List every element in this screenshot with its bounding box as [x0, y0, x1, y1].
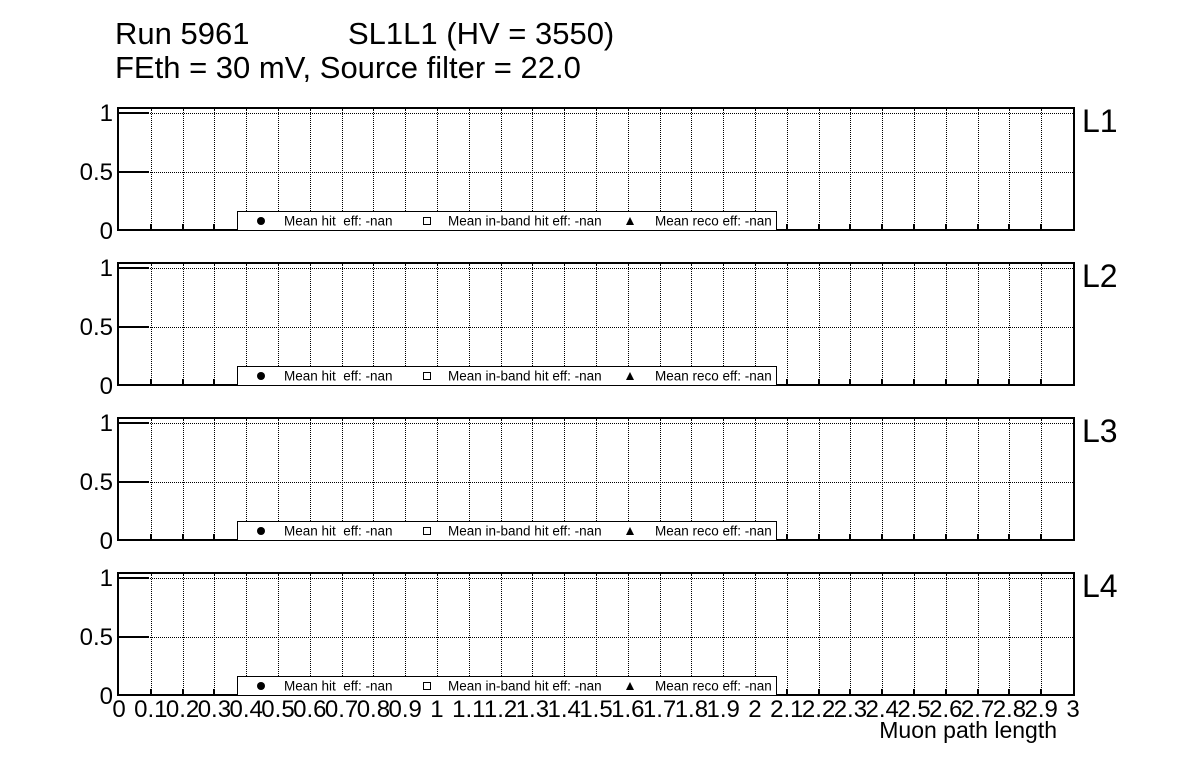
x-tick: [150, 224, 152, 229]
x-gridline: [946, 109, 947, 229]
x-tick-label: 0.2: [165, 696, 200, 723]
x-tick: [1008, 379, 1010, 384]
legend-entry-label: Mean in-band hit eff: -nan: [448, 523, 602, 539]
x-gridline: [850, 264, 851, 384]
x-tick: [818, 689, 820, 694]
x-tick-label: 1.7: [642, 696, 677, 723]
legend-entry-label: Mean hit eff: -nan: [284, 523, 393, 539]
y-gridline: [119, 423, 1073, 424]
y-gridline: [119, 482, 1073, 483]
y-tick-label: 1: [99, 564, 113, 592]
legend-entry-label: Mean in-band hit eff: -nan: [448, 678, 602, 694]
panel-l2: [79, 254, 1118, 400]
x-tick: [1040, 379, 1042, 384]
panel-l3: [79, 409, 1118, 555]
x-gridline: [1009, 264, 1010, 384]
x-tick-label: 0.3: [197, 696, 232, 723]
x-gridline: [914, 264, 915, 384]
filled-triangle-marker-icon: [626, 217, 634, 225]
x-gridline: [1009, 109, 1010, 229]
y-tick-label: 0: [99, 528, 113, 555]
y-tick-label: 1: [99, 99, 113, 127]
open-square-marker-icon: [423, 527, 431, 535]
x-tick-label: 0.6: [293, 696, 327, 723]
x-gridline: [1009, 419, 1010, 539]
x-gridline: [914, 109, 915, 229]
x-tick: [881, 689, 883, 694]
y-tick-label: 0: [99, 373, 113, 400]
x-tick: [150, 689, 152, 694]
filled-circle-marker-icon: [257, 217, 265, 225]
x-tick: [1008, 534, 1010, 539]
x-gridline: [787, 264, 788, 384]
x-gridline: [819, 574, 820, 694]
x-tick-label: 2.6: [929, 696, 963, 723]
legend-entry-label: Mean hit eff: -nan: [284, 678, 393, 694]
x-tick-label: 0.8: [356, 696, 391, 723]
x-tick: [818, 224, 820, 229]
x-gridline: [183, 109, 184, 229]
panel-label-l4: L4: [1082, 568, 1118, 604]
x-gridline: [1041, 109, 1042, 229]
x-tick: [1040, 534, 1042, 539]
y-gridline: [119, 113, 1073, 114]
legend-entry-label: Mean reco eff: -nan: [655, 213, 772, 229]
x-tick: [213, 689, 215, 694]
x-gridline: [1041, 264, 1042, 384]
x-gridline: [978, 419, 979, 539]
x-tick: [786, 224, 788, 229]
x-gridline: [1009, 574, 1010, 694]
x-gridline: [183, 264, 184, 384]
x-gridline: [882, 574, 883, 694]
x-gridline: [1041, 419, 1042, 539]
x-tick: [818, 534, 820, 539]
x-tick: [150, 534, 152, 539]
open-square-marker-icon: [423, 217, 431, 225]
x-tick-label: 1.1: [452, 696, 486, 723]
x-tick: [182, 689, 184, 694]
x-tick-label: 1.3: [515, 696, 550, 723]
open-square-marker-icon: [423, 372, 431, 380]
x-tick-label: 0.7: [324, 696, 359, 723]
filled-triangle-marker-icon: [626, 372, 634, 380]
legend: [237, 366, 777, 386]
settings-title: FEth = 30 mV, Source filter = 22.0: [115, 50, 581, 85]
x-gridline: [850, 109, 851, 229]
x-gridline: [151, 109, 152, 229]
x-gridline: [151, 574, 152, 694]
x-gridline: [850, 419, 851, 539]
x-tick-label: 2.9: [1024, 696, 1058, 723]
detector-title: SL1L1 (HV = 3550): [348, 16, 615, 51]
x-tick: [182, 224, 184, 229]
x-tick-label: 1: [430, 696, 444, 723]
y-tick: [119, 112, 149, 114]
x-tick-label: 1.4: [547, 696, 581, 723]
x-axis-title: Muon path length: [879, 717, 1057, 743]
legend-entry-label: Mean hit eff: -nan: [284, 213, 393, 229]
panel-label-l2: L2: [1082, 258, 1118, 294]
x-tick-label: 2.2: [801, 696, 836, 723]
filled-circle-marker-icon: [257, 372, 265, 380]
x-tick-label: 2: [748, 696, 762, 723]
x-gridline: [946, 574, 947, 694]
panel-label-l3: L3: [1082, 413, 1118, 449]
x-gridline: [819, 109, 820, 229]
filled-circle-marker-icon: [257, 527, 265, 535]
x-gridline: [787, 574, 788, 694]
x-tick: [818, 379, 820, 384]
x-tick-label: 3: [1066, 696, 1080, 723]
x-tick-label: 0.9: [388, 696, 422, 723]
x-tick-label: 2.1: [770, 696, 804, 723]
x-tick: [977, 379, 979, 384]
y-tick-label: 0.5: [79, 623, 113, 651]
y-gridline: [119, 268, 1073, 269]
y-gridline: [119, 578, 1073, 579]
x-tick: [945, 224, 947, 229]
y-tick-label: 0.5: [79, 158, 113, 186]
y-tick: [119, 422, 149, 424]
x-gridline: [151, 264, 152, 384]
x-tick: [786, 534, 788, 539]
legend-entry-label: Mean reco eff: -nan: [655, 368, 772, 384]
x-tick: [913, 224, 915, 229]
open-square-marker-icon: [423, 682, 431, 690]
x-tick: [1040, 689, 1042, 694]
x-tick: [849, 224, 851, 229]
panel-l1: [79, 99, 1118, 245]
x-gridline: [946, 419, 947, 539]
x-tick: [213, 224, 215, 229]
x-tick: [786, 689, 788, 694]
x-tick-label: 0: [112, 696, 126, 723]
x-tick-label: 1.5: [579, 696, 613, 723]
x-tick-label: 0.5: [261, 696, 295, 723]
x-tick: [150, 379, 152, 384]
x-tick: [881, 379, 883, 384]
x-gridline: [214, 574, 215, 694]
x-gridline: [978, 109, 979, 229]
x-gridline: [1041, 574, 1042, 694]
x-gridline: [214, 264, 215, 384]
x-tick: [977, 689, 979, 694]
y-tick: [119, 577, 149, 579]
x-gridline: [819, 264, 820, 384]
legend-entry-label: Mean reco eff: -nan: [655, 678, 772, 694]
legend-entry-label: Mean in-band hit eff: -nan: [448, 368, 602, 384]
x-gridline: [819, 419, 820, 539]
x-tick: [881, 224, 883, 229]
x-tick: [182, 534, 184, 539]
x-tick: [945, 689, 947, 694]
y-tick-label: 1: [99, 254, 113, 282]
y-tick: [119, 636, 149, 638]
x-tick: [182, 379, 184, 384]
x-tick-label: 2.4: [865, 696, 899, 723]
legend-entry-label: Mean in-band hit eff: -nan: [448, 213, 602, 229]
x-tick: [913, 534, 915, 539]
y-tick-label: 0: [99, 218, 113, 245]
legend: [237, 211, 777, 231]
x-tick: [913, 379, 915, 384]
x-tick-label: 2.7: [960, 696, 995, 723]
x-tick-label: 1.9: [706, 696, 740, 723]
x-tick-label: 2.5: [897, 696, 931, 723]
run-title: Run 5961: [115, 16, 250, 51]
x-gridline: [151, 419, 152, 539]
y-gridline: [119, 327, 1073, 328]
y-tick: [119, 171, 149, 173]
x-tick-label: 0.1: [134, 696, 168, 723]
legend: [237, 676, 777, 696]
x-gridline: [914, 574, 915, 694]
x-tick: [786, 379, 788, 384]
y-gridline: [119, 172, 1073, 173]
filled-triangle-marker-icon: [626, 682, 634, 690]
x-tick: [977, 534, 979, 539]
x-gridline: [914, 419, 915, 539]
filled-circle-marker-icon: [257, 682, 265, 690]
x-tick: [1040, 224, 1042, 229]
y-tick-label: 0: [99, 683, 113, 710]
x-gridline: [850, 574, 851, 694]
filled-triangle-marker-icon: [626, 527, 634, 535]
x-gridline: [183, 574, 184, 694]
x-tick: [977, 224, 979, 229]
y-gridline: [119, 637, 1073, 638]
x-tick: [945, 534, 947, 539]
panel-label-l1: L1: [1082, 103, 1118, 139]
x-tick: [849, 534, 851, 539]
legend-entry-label: Mean hit eff: -nan: [284, 368, 393, 384]
x-tick: [881, 534, 883, 539]
x-tick-label: 2.3: [833, 696, 868, 723]
x-tick: [213, 379, 215, 384]
y-tick-label: 0.5: [79, 313, 113, 341]
x-tick: [1008, 224, 1010, 229]
x-gridline: [787, 419, 788, 539]
x-tick: [913, 689, 915, 694]
x-tick-label: 1.2: [483, 696, 518, 723]
x-gridline: [183, 419, 184, 539]
x-tick: [945, 379, 947, 384]
x-gridline: [978, 264, 979, 384]
y-tick: [119, 326, 149, 328]
y-tick: [119, 481, 149, 483]
x-tick-label: 1.6: [611, 696, 645, 723]
x-gridline: [787, 109, 788, 229]
x-tick-label: 2.8: [992, 696, 1027, 723]
y-tick-label: 1: [99, 409, 113, 437]
x-tick: [1008, 689, 1010, 694]
x-gridline: [882, 264, 883, 384]
x-gridline: [214, 419, 215, 539]
x-tick: [849, 379, 851, 384]
x-tick-label: 1.8: [674, 696, 709, 723]
y-tick-label: 0.5: [79, 468, 113, 496]
x-gridline: [978, 574, 979, 694]
x-tick: [849, 689, 851, 694]
x-gridline: [214, 109, 215, 229]
x-tick: [213, 534, 215, 539]
x-gridline: [946, 264, 947, 384]
legend-entry-label: Mean reco eff: -nan: [655, 523, 772, 539]
y-tick: [119, 267, 149, 269]
x-gridline: [882, 109, 883, 229]
x-gridline: [882, 419, 883, 539]
x-tick-label: 0.4: [229, 696, 263, 723]
legend: [237, 521, 777, 541]
